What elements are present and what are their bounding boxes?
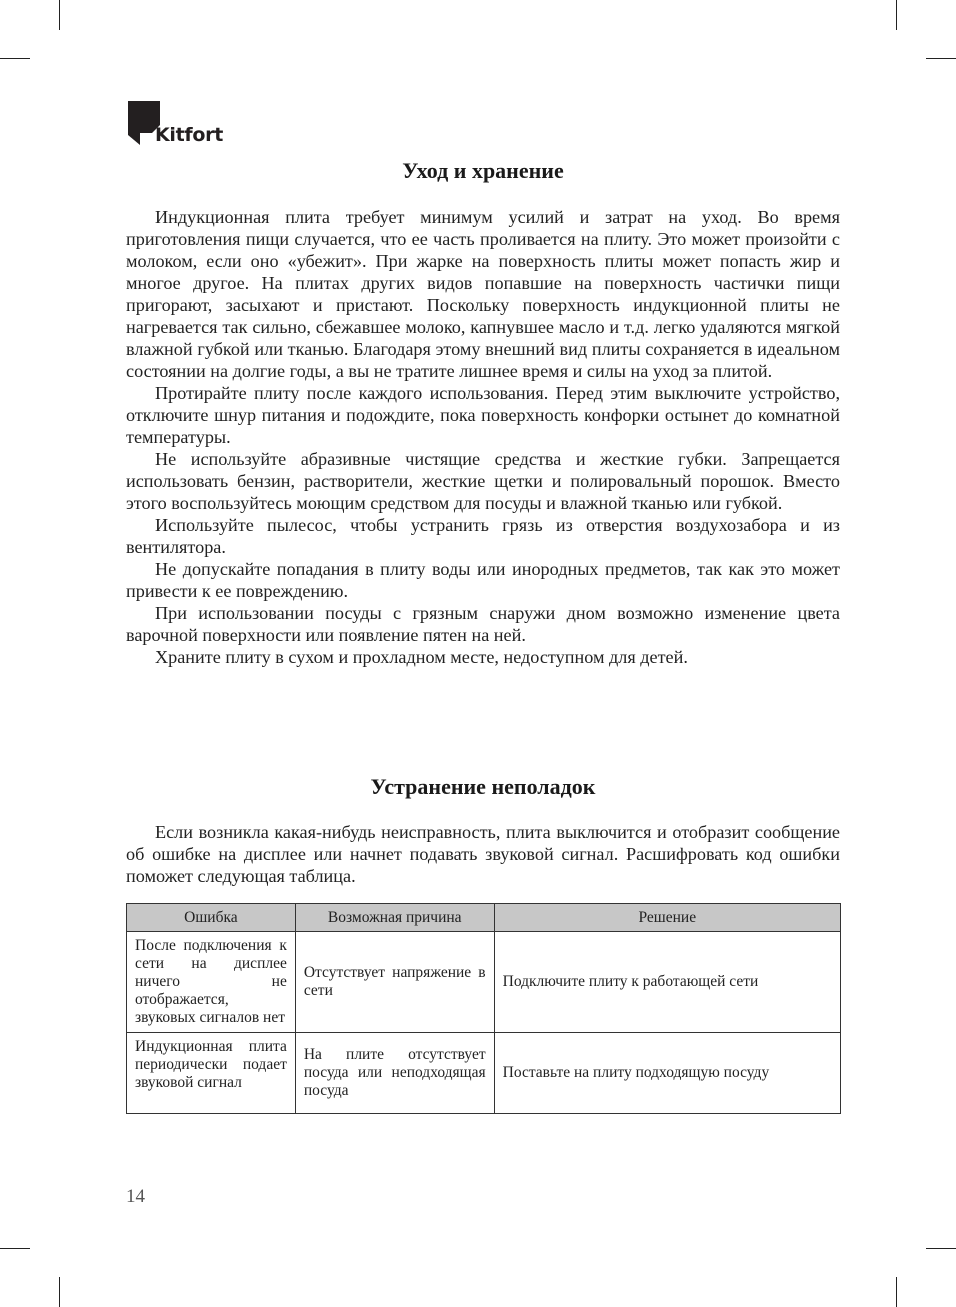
care-text [126,206,840,668]
troubleshooting-title: Устранение неполадок [370,774,596,799]
care-paragraph: При использовании посуды с грязным снаружи дном возможно изменение цвета варочной поверхности или появление пятен на ней. [126,603,840,645]
crop-mark [896,0,897,30]
care-paragraph: Индукционная плита требует минимум усилий и затрат на уход. Во время приготовления пищи случается, что ее часть проливается на плиту. Это может произойти с молоком, если оно «убежит». При жарке на поверхность плиты может попасть жир и многое другое. На плитах других видов попавшие на поверхность частички пищи пригорают, засыхают и пристают. Поскольку поверхность индукционной плиты не нагревается так сильно, сбежавшее молоко, капнувшее масло и т.д. легко удаляются мягкой влажной губкой или тканью. Благодаря этому внешний вид плиты сохраняется в идеальном состоянии на долгие годы, а вы не тратите лишнее время и силы на уход за плитой. [126,207,840,381]
troubleshooting-intro [126,821,840,887]
solution-cell: Подключите плиту к работающей сети [494,932,840,1033]
cause-cell: На плите отсутствует посуда или неподходящая посуда [295,1033,494,1114]
table-row [127,1033,841,1114]
table-header-row [127,904,841,932]
solution-cell: Поставьте на плиту подходящую посуду [494,1033,840,1114]
table-row [127,932,841,1033]
crop-mark [896,1277,897,1307]
cause-cell: Отсутствует напряжение в сети [295,932,494,1033]
care-paragraph: Протирайте плиту после каждого использования. Перед этим выключите устройство, отключите шнур питания и подождите, пока поверхность конфорки остынет до комнатной температуры. [126,383,840,447]
care-paragraph: Не допускайте попадания в плиту воды или инородных предметов, так как это может привести к ее повреждению. [126,559,840,601]
crop-mark [0,1248,30,1249]
care-title: Уход и хранение [402,158,564,183]
error-table [126,903,841,1114]
crop-mark [0,58,30,59]
header-cause: Возможная причина [295,904,494,932]
header-solution: Решение [494,904,840,932]
crop-mark [926,1248,956,1249]
error-cell: После подключения к сети на дисплее ничего не отображается, звуковых сигналов нет [127,932,296,1033]
care-paragraph: Используйте пылесос, чтобы устранить грязь из отверстия воздухозабора и из вентилятора. [126,515,840,557]
crop-mark [926,58,956,59]
error-cell: Индукционная плита периодически подает звуковой сигнал [127,1033,296,1114]
care-paragraph: Храните плиту в сухом и прохладном месте, недоступном для детей. [155,647,688,667]
crop-mark [59,0,60,30]
intro-paragraph: Если возникла какая-нибудь неисправность, плита выключится и отобразит сообщение об ошибке на дисплее или начнет подавать звуковой сигнал. Расшифровать код ошибки поможет следующая таблица. [126,822,840,886]
header-error: Ошибка [127,904,296,932]
brand-name: Kitfort [155,124,223,146]
crop-mark [59,1277,60,1307]
page-number: 14 [126,1186,145,1207]
care-paragraph: Не используйте абразивные чистящие средства и жесткие губки. Запрещается использовать бензин, растворители, жесткие щетки и полировальный порошок. Вместо этого воспользуйтесь моющим средством для посуды и влажной тканью или губкой. [126,449,840,513]
